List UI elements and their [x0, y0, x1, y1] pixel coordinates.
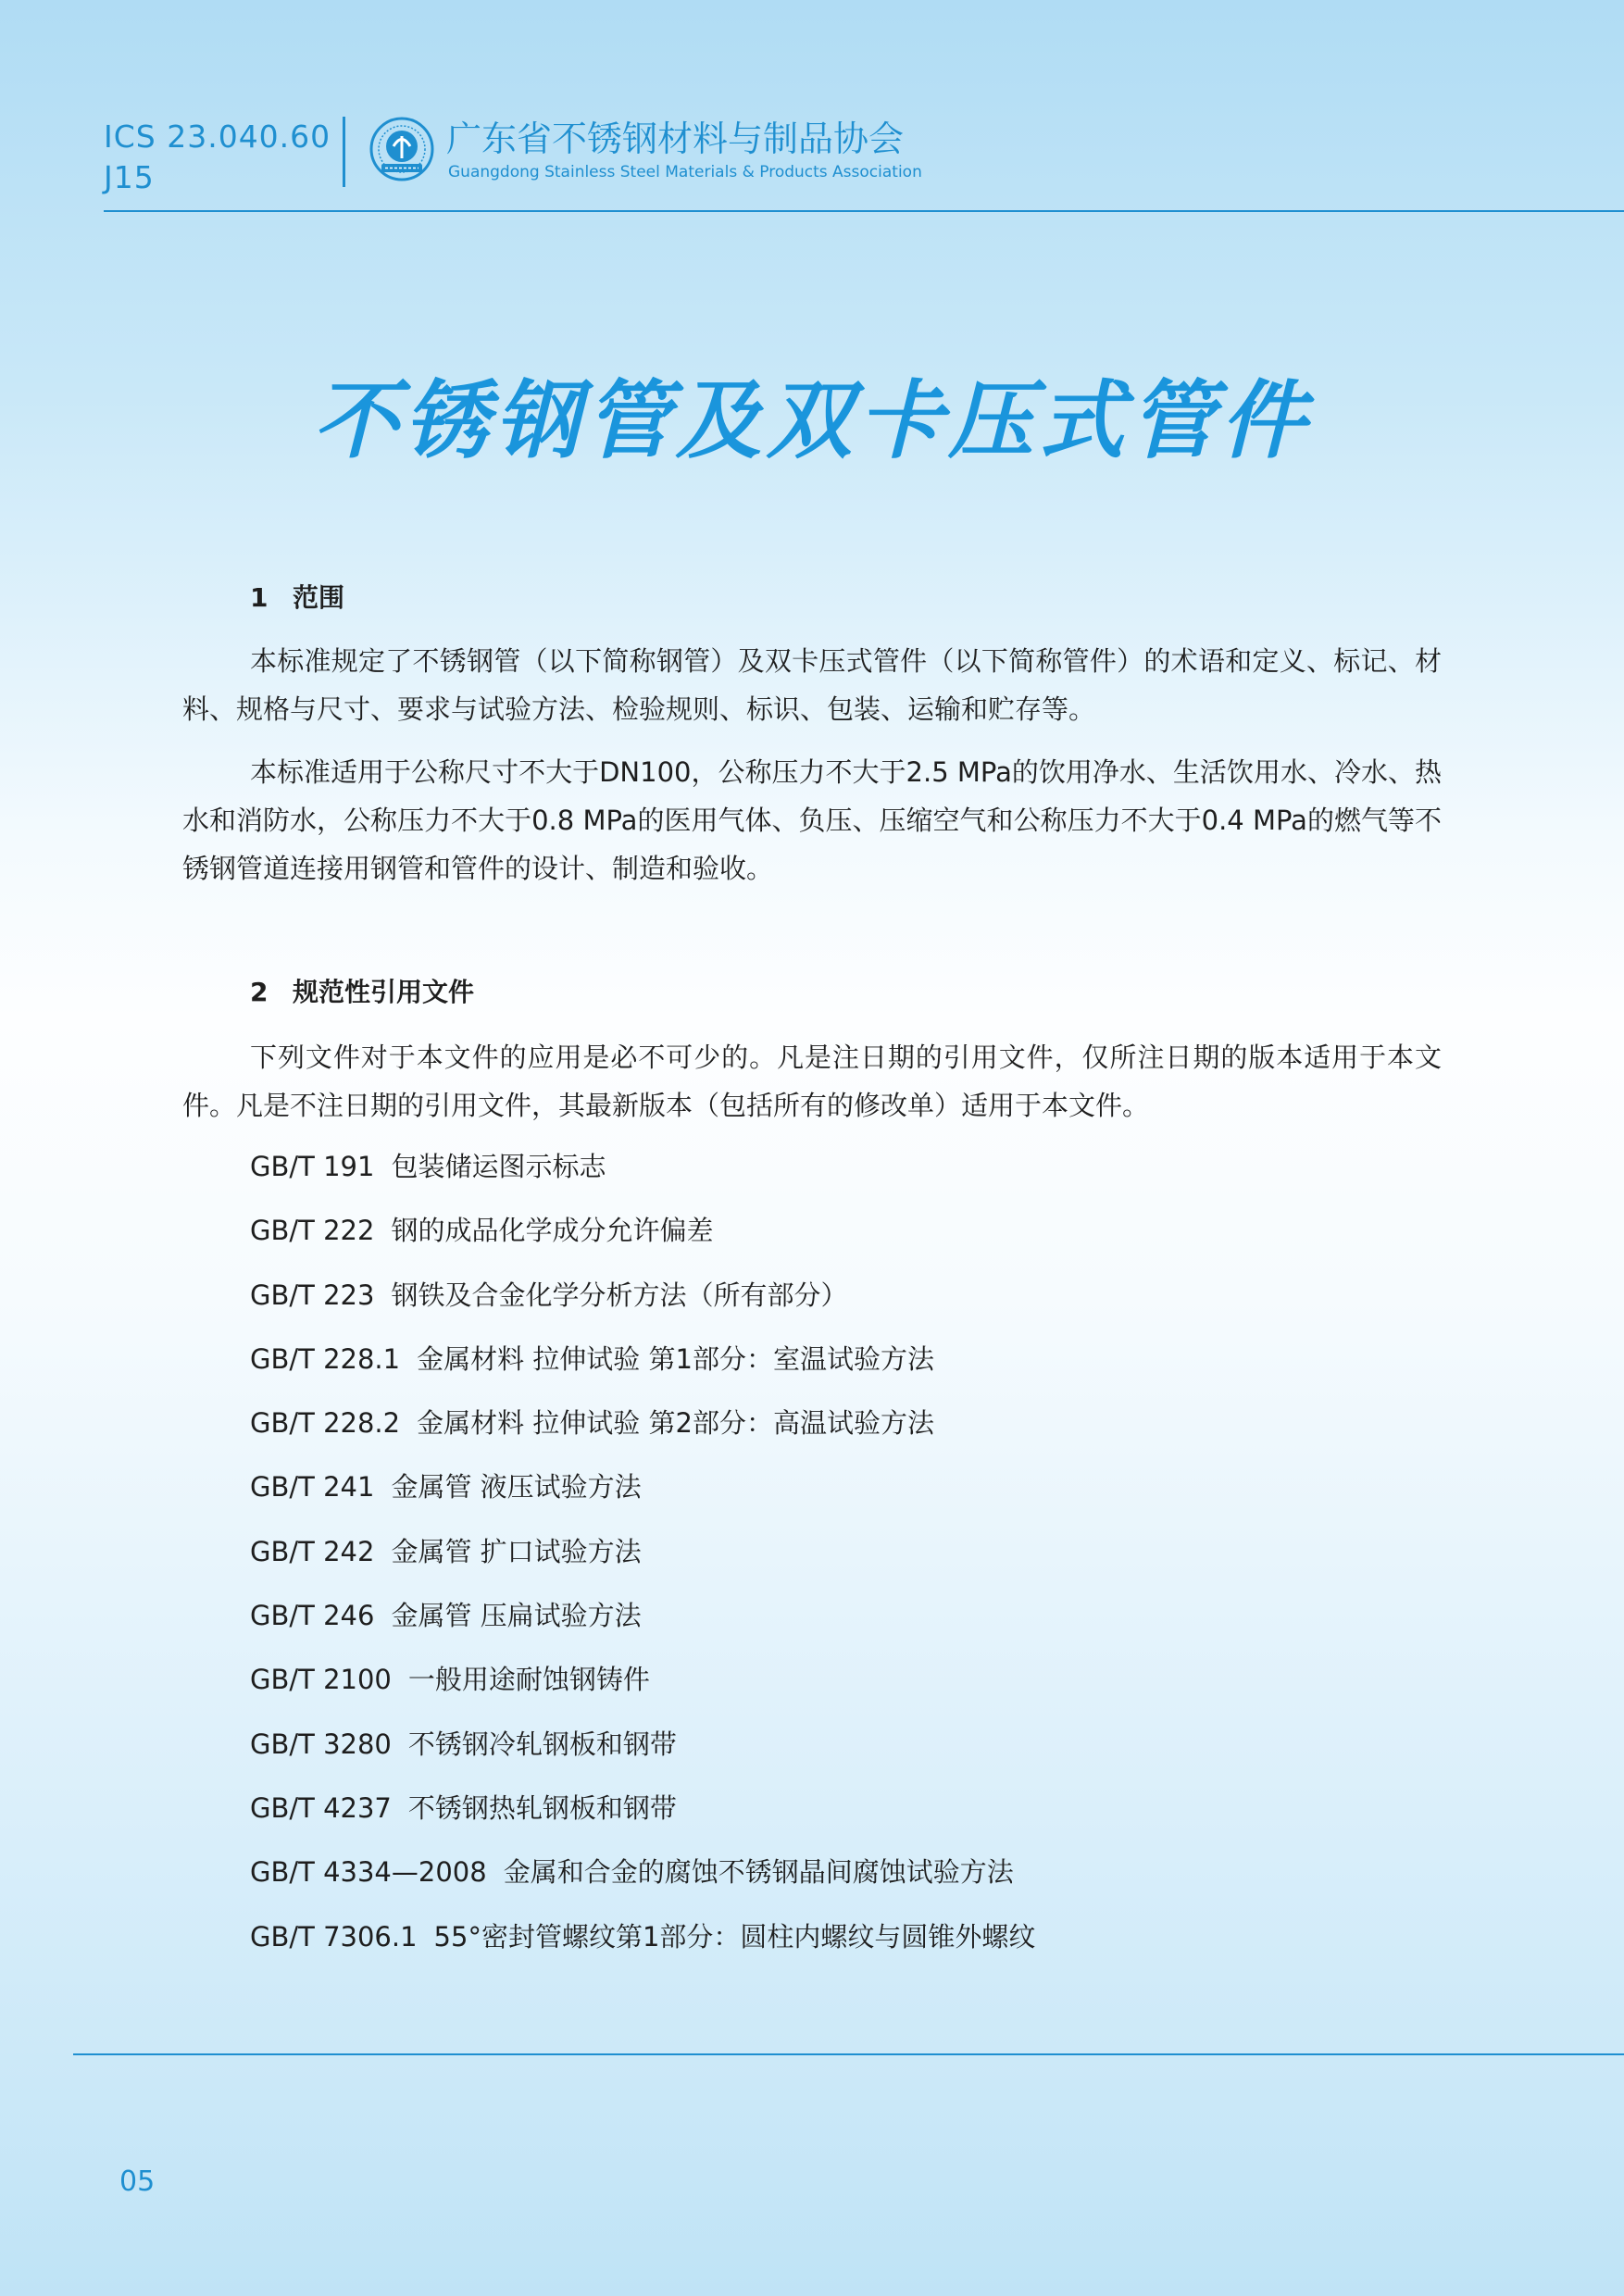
reference-title: 钢铁及合金化学分析方法（所有部分） — [391, 1279, 848, 1311]
reference-code: GB/T 242 — [250, 1535, 375, 1567]
ics-classification — [104, 117, 331, 198]
reference-title: 金属和合金的腐蚀不锈钢晶间腐蚀试验方法 — [503, 1856, 1014, 1889]
scope-paragraph-2: 本标准适用于公称尺寸不大于DN100，公称压力不大于2.5 MPa的饮用净水、生活饮用水、冷水、热水和消防水，公称压力不大于0.8 MPa的医用气体、负压、压缩空气和公称压力不大于0.4 MPa的燃气等不锈钢管道连接用钢管和管件的设计、制造和验收。 — [182, 756, 1442, 884]
section-number: 2 — [250, 977, 269, 1007]
reference-title: 金属材料 拉伸试验 第2部分：高温试验方法 — [417, 1407, 934, 1440]
reference-title: 不锈钢冷轧钢板和钢带 — [407, 1728, 677, 1760]
reference-code: GB/T 7306.1 — [250, 1920, 418, 1953]
list-item — [250, 1466, 1035, 1530]
list-item — [250, 1788, 1035, 1852]
reference-title: 金属材料 拉伸试验 第1部分：室温试验方法 — [417, 1342, 934, 1375]
header-divider — [343, 117, 345, 187]
section-title: 范围 — [293, 582, 345, 613]
reference-code: GB/T 2100 — [250, 1664, 392, 1696]
list-item — [250, 1659, 1035, 1723]
footer-rule — [73, 2053, 1624, 2055]
reference-code: GB/T 4334—2008 — [250, 1856, 487, 1889]
reference-code: GB/T 228.1 — [250, 1342, 401, 1375]
reference-title: 包装储运图示标志 — [391, 1151, 606, 1182]
section-heading-normative-references — [250, 976, 474, 1009]
list-item — [250, 1275, 1035, 1339]
reference-title: 一般用途耐蚀钢铸件 — [407, 1664, 650, 1696]
list-item — [250, 1403, 1035, 1466]
list-item — [250, 1916, 1035, 1980]
reference-code: GB/T 241 — [250, 1471, 375, 1504]
document-title: 不锈钢管及双卡压式管件 — [312, 371, 1311, 470]
reference-title: 金属管 液压试验方法 — [391, 1471, 642, 1504]
section-number: 1 — [250, 582, 269, 613]
association-name-cn: 广东省不锈钢材料与制品协会 — [446, 119, 905, 159]
list-item — [250, 1146, 1035, 1210]
list-item — [250, 1339, 1035, 1403]
reference-code: GB/T 4237 — [250, 1791, 392, 1824]
list-item — [250, 1724, 1035, 1788]
references-intro-paragraph: 下列文件对于本文件的应用是必不可少的。凡是注日期的引用文件，仅所注日期的版本适用于本文件。凡是不注日期的引用文件，其最新版本（包括所有的修改单）适用于本文件。 — [182, 1042, 1442, 1121]
association-seal-icon — [369, 116, 435, 182]
reference-title: 金属管 压扁试验方法 — [391, 1600, 642, 1632]
header-rule — [104, 210, 1624, 212]
list-item — [250, 1531, 1035, 1595]
reference-title: 钢的成品化学成分允许偏差 — [391, 1215, 714, 1247]
scope-paragraph-1: 本标准规定了不锈钢管（以下简称钢管）及双卡压式管件（以下简称管件）的术语和定义、标记、材料、规格与尺寸、要求与试验方法、检验规则、标识、包装、运输和贮存等。 — [182, 645, 1442, 725]
standard-class-code: J15 — [104, 159, 155, 195]
reference-code: GB/T 222 — [250, 1215, 375, 1247]
reference-title: 不锈钢热轧钢板和钢带 — [407, 1791, 677, 1824]
reference-title: 金属管 扩口试验方法 — [391, 1535, 642, 1567]
reference-title: 55°密封管螺纹第1部分：圆柱内螺纹与圆锥外螺纹 — [433, 1920, 1036, 1953]
reference-code: GB/T 228.2 — [250, 1407, 401, 1440]
page-number: 05 — [119, 2165, 156, 2198]
reference-code: GB/T 3280 — [250, 1728, 392, 1760]
list-item — [250, 1595, 1035, 1659]
reference-code: GB/T 246 — [250, 1600, 375, 1632]
list-item — [250, 1210, 1035, 1274]
ics-code: ICS 23.040.60 — [104, 119, 331, 155]
section-title: 规范性引用文件 — [293, 977, 475, 1007]
reference-code: GB/T 223 — [250, 1279, 375, 1311]
reference-list — [250, 1146, 1035, 1980]
list-item — [250, 1852, 1035, 1915]
reference-code: GB/T 191 — [250, 1151, 375, 1182]
association-name-en: Guangdong Stainless Steel Materials & Products Association — [448, 163, 922, 181]
section-heading-scope — [250, 581, 344, 615]
